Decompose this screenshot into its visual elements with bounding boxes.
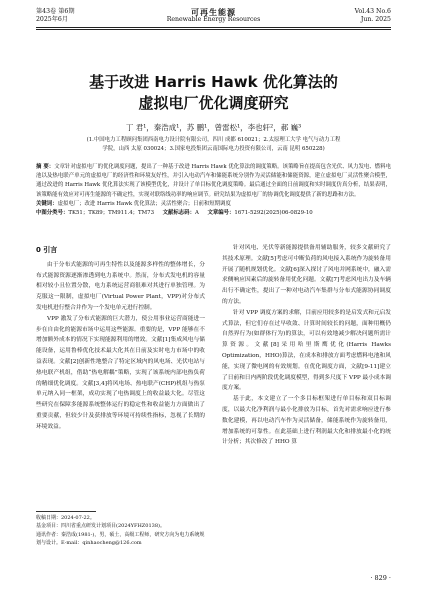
page-number: · 829 · <box>370 574 391 582</box>
footnote-rule <box>36 511 96 512</box>
footnote <box>36 514 205 548</box>
fund-info: 基金项目：四川省重点研发计划项目(2024YFHZ0138)。 <box>36 523 165 530</box>
title-line-1: 基于改进 Harris Hawk 优化算法的 <box>89 73 338 91</box>
body-paragraph: 针对风电、光伏等新能源提供备用辅助服务，较多文献研究了其技术原理。文献[5]考虑可中断负荷的风电接入系统作为旋转备用开展了随机规划优化。文献[6]深入探讨了风电并网系统中，融入需求侧响应因素后的旋转备用优化问题。文献[7]考虑风电出力及车辆出行不确定性，提出了一种对电动汽车集群与分布式能源协同调度的方法。 <box>222 245 391 305</box>
right-column <box>222 243 391 448</box>
abstract <box>36 163 391 200</box>
section-heading: 0 引言 <box>36 246 58 254</box>
received-date: 收稿日期：2024-07-22。 <box>36 515 95 521</box>
affiliation-line-1: (1.中国电力工程顾问集团西南电力设计院有限公司，四川 成都 610021；2.太原理工大学 电气与动力工程 <box>86 137 341 143</box>
journal-name-en: Renewable Energy Resources <box>166 16 261 23</box>
doc-code-label: 文献标志码： <box>162 210 195 217</box>
date-en: Jun. 2025 <box>360 16 391 23</box>
clc-value: TK51；TK89；TM911.4；TM73 <box>68 210 155 217</box>
abstract-text: 文章针对虚拟电厂的优化调度问题，提出了一种基于改进 Harris Hawk 优化算法的调度策略。该策略旨在提高包含光伏、风力发电、燃料电池以及热电联产单元的虚拟电厂的经济性和环境友好性，并引入电动汽车和储能系统分别作为灵活储能和储能资源，建立虚拟电厂灵活性聚合模型，通过改进的 Harris Hawk 优化算法实现了该模型优化，并设计了单目标优化调度策略。最后通过全面的日前调度和实时调度仿真分析，结果表明，该策略能有效应对可再生能源的不确定性，实现对联络线功率的响应调节。研究结果为虚拟电厂的协调优化调度提供了新的思路和方法。 <box>36 164 391 198</box>
date-cn: 2025年6月 <box>36 16 69 23</box>
journal-name-cn: 可再生能源 <box>191 7 236 17</box>
keywords-label: 关键词： <box>36 200 58 207</box>
header-rule-top <box>36 27 391 28</box>
keywords <box>36 200 391 209</box>
paper-title <box>0 72 427 114</box>
doc-code-value: A <box>194 210 199 217</box>
volume-issue-cn: 第43卷 第6期 <box>36 8 75 15</box>
affiliation-line-2: 学院，山西 太原 030024；3.国家电投集团云南国际电力投资有限公司，云南 昆明 650228) <box>102 146 325 152</box>
body-paragraph: 由于分布式能源的可再生特性以及能源多样性的整体增长，分布式能源资源逐渐渗透到电力系统中。然而，分布式发电机的容量相对较小且位置分散，电力系统运营商很难对其进行单独管理。为克服这一限制，虚拟电厂(Virtual Power Plant，VPP)对分布式发电机进行整合并作为一个发电单元进行控制。 <box>36 261 205 311</box>
body-paragraph: VPP 激发了分布式能源的巨大潜力，使公用事业运营商能进一步在自由化的能源市场中运用这些能源。重要的是，VPP 能够在不增加额外成本的情况下实现能源利用的增效。文献[1]集成风电与储能设备，运用鲁棒优化技术最大化其在日前及实时电力市场中的收益表现。文献[2]创新性地整合了特定区域内的风电场、光伏电站与热电联产机组，借助“热电解耦”策略，实现了该系统内部电热负荷的精细优化调度。文献[3,4]将风电场、热电联产(CHP)机组与热泵单元纳入同一框架，成功实现了电热调度上的收益最大化。尽管这些研究在保障多能源系统整体运行的稳定性和收益能力方面做出了重要贡献，但较少计及获排放等环境可持续性指标，忽视了长期的环境效益。 <box>36 315 205 430</box>
left-column <box>36 243 205 433</box>
abstract-label: 摘 要： <box>36 164 55 170</box>
article-no-label: 文章编号： <box>207 210 235 217</box>
affiliations <box>36 136 391 154</box>
article-no-value: 1671-5292(2025)06-0829-10 <box>234 210 313 217</box>
body-paragraph: 基于此，本文建立了一个多目标框架进行单目标和双目标调度，以最大化净利润与最小化排放为目标，首先对需求响应进行参数化建模，再以电动汽车作为灵活储备，储能系统作为旋转备用，增加系统的可靠性。在此基础上进行利润最大化和排放最小化的统计分析；其次修改了 HHO 算 <box>222 396 391 446</box>
title-line-2: 虚拟电厂优化调度研究 <box>138 94 289 112</box>
header-rule-bottom <box>36 29 391 30</box>
keywords-text: 虚拟电厂；改进 Harris Hawk 优化算法；灵活性聚合；日前和短期调度 <box>57 200 231 207</box>
abstract-block <box>36 163 391 218</box>
author-bio: 通讯作者：秦浩成(1981-)，男，硕士，高级工程师，研究方向为电力系统规划与设计。E-mail：qinhaocheng@126.com <box>36 531 205 547</box>
volume-issue-en: Vol.43 No.6 <box>354 8 391 15</box>
author-list: 丁 君¹，秦浩成¹，苏 鹏¹，曾雷松¹，李也轩²，郝 巍³ <box>125 123 302 132</box>
running-header <box>36 8 391 34</box>
classification-info <box>36 209 391 218</box>
clc-label: 中图分类号： <box>36 210 69 217</box>
body-paragraph: 针对 VPP 调度方案的求解，目前应用较多的是启发式和元启发式算法，但它们存在过早收敛、计算时间较长的问题，面种用概仍自然界行为(如群体行为)的算法，可以有效地减少解决问题所需计算资源。文献[8]采用哈里斯鹰优化(Harris Hawks Optimization，HHO)算法，在成本和排放方面考虑燃料电池和风能，实现了微电网的有效规划。在优化调度方面，文献[9-11]建立了日前和日内两阶段优化调度模型，得到多尺度下 VPP 最小成本调度方案。 <box>222 309 391 392</box>
